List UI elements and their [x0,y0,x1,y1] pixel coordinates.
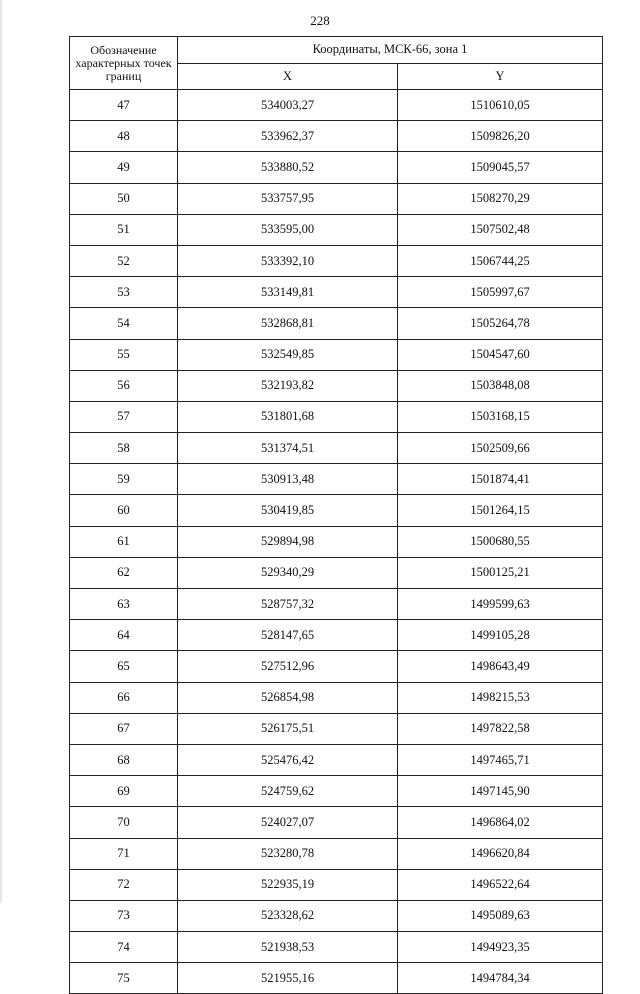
table-row [70,121,603,152]
x-coordinate-cell: 534003,27 [178,90,398,121]
point-number-cell: 72 [70,869,178,900]
y-coordinate-cell: 1499105,28 [398,620,603,651]
y-coordinate-cell: 1496864,02 [398,807,603,838]
y-coordinate-cell: 1494784,34 [398,963,603,994]
x-coordinate-cell: 530419,85 [178,495,398,526]
point-number-cell: 55 [70,339,178,370]
y-coordinate-cell: 1509826,20 [398,121,603,152]
point-number-cell: 75 [70,963,178,994]
table-row [70,557,603,588]
table-row [70,152,603,183]
point-number-cell: 73 [70,900,178,931]
x-coordinate-cell: 532193,82 [178,370,398,401]
point-number-cell: 74 [70,932,178,963]
x-coordinate-cell: 526175,51 [178,713,398,744]
point-number-cell: 57 [70,401,178,432]
y-coordinate-cell: 1508270,29 [398,183,603,214]
x-coordinate-cell: 531374,51 [178,433,398,464]
y-coordinate-cell: 1496620,84 [398,838,603,869]
y-coordinate-cell: 1503848,08 [398,370,603,401]
table-row [70,339,603,370]
table-row [70,308,603,339]
point-number-cell: 68 [70,744,178,775]
x-coordinate-cell: 531801,68 [178,401,398,432]
table-row [70,245,603,276]
y-coordinate-cell: 1507502,48 [398,214,603,245]
y-coordinate-cell: 1498643,49 [398,651,603,682]
y-coordinate-cell: 1501264,15 [398,495,603,526]
x-coordinate-cell: 521955,16 [178,963,398,994]
y-column-header: Y [398,63,603,90]
point-number-cell: 54 [70,308,178,339]
y-coordinate-cell: 1502509,66 [398,433,603,464]
table-row [70,682,603,713]
point-number-cell: 56 [70,370,178,401]
y-coordinate-cell: 1500125,21 [398,557,603,588]
y-coordinate-cell: 1500680,55 [398,526,603,557]
y-coordinate-cell: 1498215,53 [398,682,603,713]
y-coordinate-cell: 1501874,41 [398,464,603,495]
point-number-cell: 48 [70,121,178,152]
table-row [70,183,603,214]
table-row [70,807,603,838]
point-number-cell: 52 [70,245,178,276]
point-number-cell: 70 [70,807,178,838]
point-number-cell: 69 [70,776,178,807]
point-number-cell: 47 [70,90,178,121]
x-coordinate-cell: 524027,07 [178,807,398,838]
coordinates-table [69,36,603,994]
table-row [70,526,603,557]
point-number-cell: 71 [70,838,178,869]
x-coordinate-cell: 521938,53 [178,932,398,963]
x-coordinate-cell: 532549,85 [178,339,398,370]
table-row [70,370,603,401]
table-row [70,277,603,308]
y-coordinate-cell: 1509045,57 [398,152,603,183]
x-coordinate-cell: 533392,10 [178,245,398,276]
x-coordinate-cell: 523280,78 [178,838,398,869]
y-coordinate-cell: 1497145,90 [398,776,603,807]
y-coordinate-cell: 1497465,71 [398,744,603,775]
point-number-cell: 67 [70,713,178,744]
x-coordinate-cell: 525476,42 [178,744,398,775]
y-coordinate-cell: 1494923,35 [398,932,603,963]
table-row [70,713,603,744]
x-coordinate-cell: 528147,65 [178,620,398,651]
point-number-cell: 58 [70,433,178,464]
y-coordinate-cell: 1505264,78 [398,308,603,339]
table-row [70,90,603,121]
y-coordinate-cell: 1506744,25 [398,245,603,276]
x-coordinate-cell: 533880,52 [178,152,398,183]
x-coordinate-cell: 522935,19 [178,869,398,900]
table-row [70,401,603,432]
x-column-header: X [178,63,398,90]
x-coordinate-cell: 529340,29 [178,557,398,588]
table-row [70,495,603,526]
y-coordinate-cell: 1499599,63 [398,589,603,620]
table-row [70,464,603,495]
coordinates-group-header: Координаты, МСК-66, зона 1 [178,37,603,64]
y-coordinate-cell: 1496522,64 [398,869,603,900]
point-number-cell: 59 [70,464,178,495]
table-row [70,433,603,464]
table-row [70,932,603,963]
x-coordinate-cell: 532868,81 [178,308,398,339]
designation-header: Обозначение характерных точек границ [70,37,178,90]
point-number-cell: 64 [70,620,178,651]
y-coordinate-cell: 1495089,63 [398,900,603,931]
point-number-cell: 50 [70,183,178,214]
x-coordinate-cell: 528757,32 [178,589,398,620]
table-row [70,744,603,775]
page-number: 228 [310,13,330,28]
y-coordinate-cell: 1510610,05 [398,90,603,121]
y-coordinate-cell: 1503168,15 [398,401,603,432]
point-number-cell: 62 [70,557,178,588]
x-coordinate-cell: 533595,00 [178,214,398,245]
x-coordinate-cell: 526854,98 [178,682,398,713]
point-number-cell: 51 [70,214,178,245]
table-row [70,838,603,869]
y-coordinate-cell: 1497822,58 [398,713,603,744]
point-number-cell: 61 [70,526,178,557]
point-number-cell: 65 [70,651,178,682]
table-row [70,651,603,682]
table-row [70,869,603,900]
point-number-cell: 63 [70,589,178,620]
x-coordinate-cell: 527512,96 [178,651,398,682]
table-row [70,589,603,620]
x-coordinate-cell: 533757,95 [178,183,398,214]
x-coordinate-cell: 533962,37 [178,121,398,152]
point-number-cell: 66 [70,682,178,713]
point-number-cell: 53 [70,277,178,308]
y-coordinate-cell: 1505997,67 [398,277,603,308]
x-coordinate-cell: 533149,81 [178,277,398,308]
y-coordinate-cell: 1504547,60 [398,339,603,370]
scan-edge [0,0,2,903]
table-row [70,620,603,651]
point-number-cell: 60 [70,495,178,526]
table-row [70,963,603,994]
table-body [70,90,603,994]
point-number-cell: 49 [70,152,178,183]
x-coordinate-cell: 529894,98 [178,526,398,557]
table-row [70,900,603,931]
table-row [70,776,603,807]
table-row [70,214,603,245]
x-coordinate-cell: 530913,48 [178,464,398,495]
x-coordinate-cell: 523328,62 [178,900,398,931]
x-coordinate-cell: 524759,62 [178,776,398,807]
